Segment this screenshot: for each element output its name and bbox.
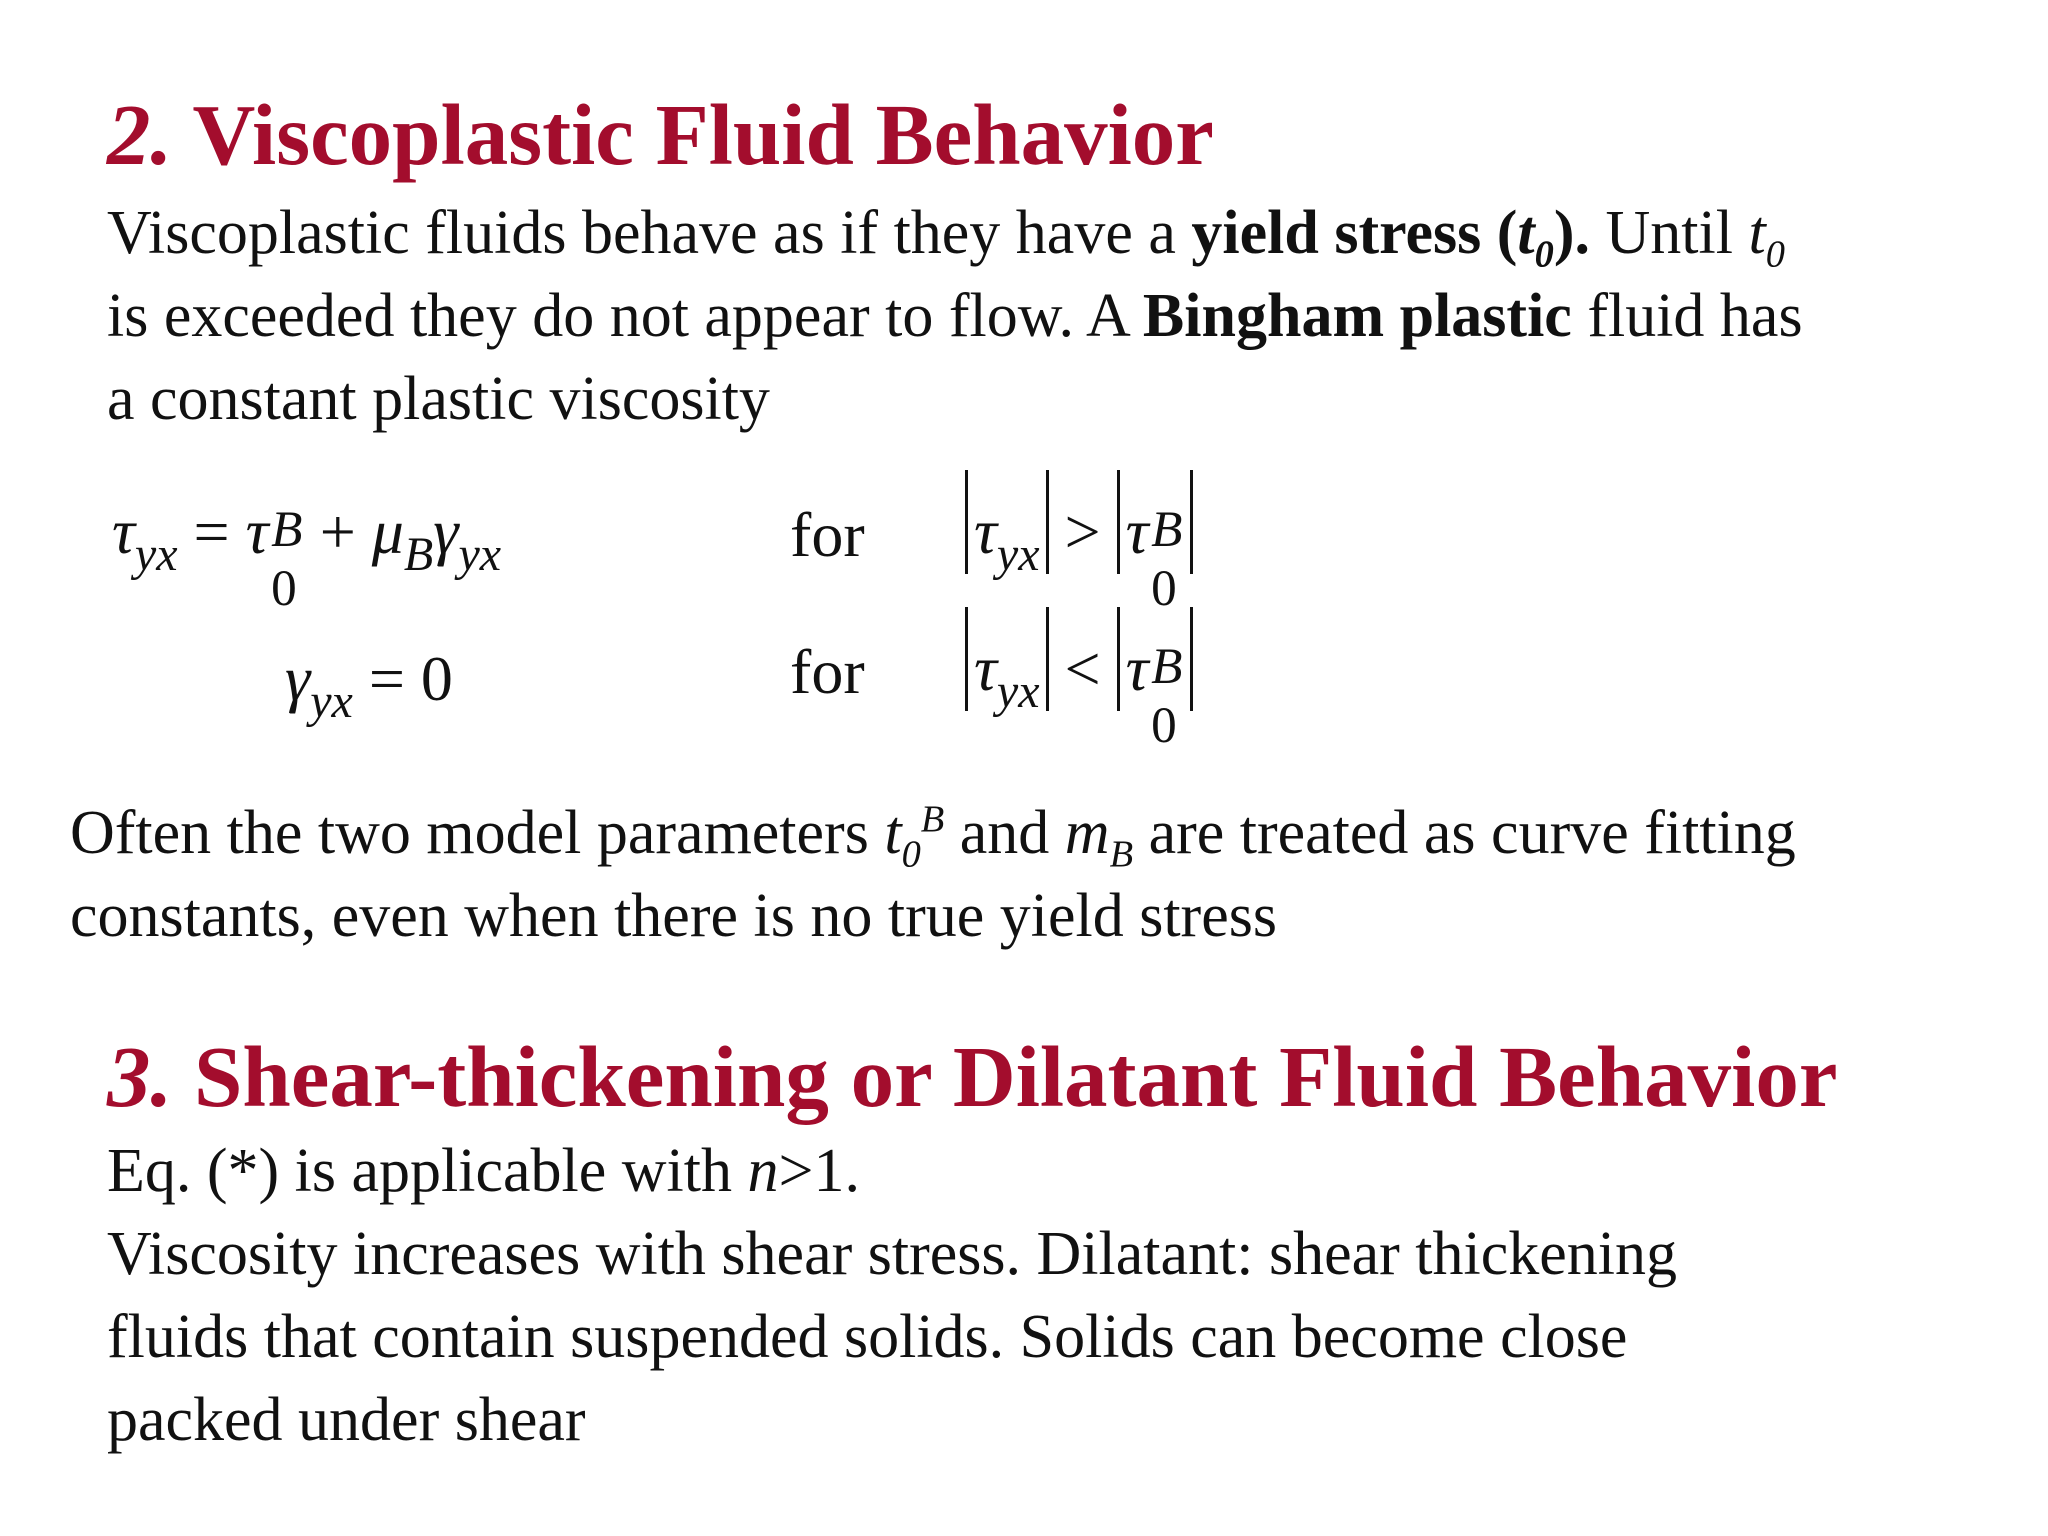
section-3-heading — [107, 1027, 1837, 1127]
text-run: Until — [1590, 199, 1749, 267]
tau-symbol: τ — [112, 496, 135, 567]
subscript-yx: yx — [134, 527, 178, 581]
abs-value — [1117, 607, 1193, 755]
condition-2 — [965, 607, 1193, 755]
note-line-2: constants, even when there is no true yield stress — [70, 882, 1277, 950]
abs-value — [965, 470, 1049, 581]
superscript-B: B — [1151, 501, 1183, 559]
subscript-0: 0 — [1151, 697, 1177, 755]
tau-symbol: τ — [974, 496, 997, 567]
subscript-0: 0 — [1765, 233, 1785, 276]
for-label: for — [790, 636, 865, 707]
section-3-line-1 — [107, 1130, 1677, 1213]
gamma-symbol: γ — [433, 496, 459, 567]
subscript-yx: yx — [310, 674, 353, 728]
less-than-sign: < — [1048, 633, 1117, 704]
tau-symbol: τ — [974, 633, 997, 704]
superscript-B: B — [1151, 638, 1183, 696]
section-3-line-4: packed under shear — [107, 1386, 586, 1454]
symbol-t: t — [1748, 199, 1766, 267]
equals-sign: = — [177, 496, 246, 567]
superscript-B: B — [920, 798, 945, 841]
tau-symbol: τ — [1125, 633, 1149, 704]
model-parameters-note — [70, 792, 1796, 958]
superscript-B: B — [271, 501, 303, 559]
subscript-0: 0 — [901, 833, 921, 876]
paragraph-line-3: a constant plastic viscosity — [107, 365, 770, 433]
subscript-0: 0 — [1151, 560, 1177, 618]
text-run: Eq. (*) is applicable with — [107, 1137, 748, 1205]
text-run: Viscoplastic fluids behave as if they have a — [107, 199, 1192, 267]
symbol-n: n — [747, 1137, 779, 1205]
subscript-yx: yx — [996, 664, 1040, 718]
tau-symbol: τ — [1125, 496, 1149, 567]
paragraph-line-1 — [107, 192, 1803, 275]
symbol-t: t — [884, 799, 902, 867]
text-run: yield stress ( — [1191, 199, 1518, 267]
text-run: >1. — [778, 1137, 860, 1205]
text-run: and — [944, 799, 1065, 867]
subscript-yx: yx — [458, 527, 502, 581]
text-run: ). — [1553, 199, 1591, 267]
symbol-m: m — [1064, 799, 1110, 867]
condition-1 — [965, 470, 1193, 618]
section-3-line-3: fluids that contain suspended solids. Solids can become close — [107, 1303, 1628, 1371]
text-run: fluid has — [1571, 282, 1803, 350]
gamma-zero-equation — [285, 643, 453, 728]
abs-value — [1117, 470, 1193, 618]
plus-sign: + — [303, 496, 372, 567]
subscript-B: B — [403, 527, 434, 581]
bingham-plastic-term: Bingham plastic — [1142, 282, 1572, 350]
section-3-line-2: Viscosity increases with shear stress. Dilatant: shear thickening — [107, 1220, 1677, 1288]
greater-than-sign: > — [1048, 496, 1117, 567]
gamma-symbol: γ — [285, 643, 311, 714]
section-3-paragraph — [107, 1130, 1677, 1462]
equals-zero: = 0 — [352, 643, 453, 714]
yield-stress-term — [1191, 199, 1591, 276]
bingham-equation — [112, 496, 502, 618]
subscript-B: B — [1109, 833, 1134, 876]
text-run: is exceeded they do not appear to flow. A — [107, 282, 1143, 350]
section-2-title: Viscoplastic Fluid Behavior — [192, 86, 1214, 183]
section-2-heading — [107, 85, 1214, 185]
section-3-title: Shear-thickening or Dilatant Fluid Behavior — [194, 1028, 1838, 1125]
section-3-number: 3. — [107, 1028, 173, 1125]
subscript-yx: yx — [996, 527, 1040, 581]
paragraph-line-2 — [107, 275, 1803, 358]
abs-value — [965, 607, 1049, 718]
subscript-0: 0 — [1534, 233, 1554, 276]
mu-symbol: μ — [371, 496, 404, 567]
note-line-1 — [70, 792, 1796, 875]
text-run: are treated as curve fitting — [1133, 799, 1796, 867]
section-2-paragraph — [107, 192, 1803, 441]
section-2-number: 2. — [107, 86, 173, 183]
text-run: Often the two model parameters — [70, 799, 885, 867]
tau-symbol: τ — [245, 496, 269, 567]
for-label: for — [790, 499, 865, 570]
symbol-t: t — [1517, 199, 1535, 267]
subscript-0: 0 — [271, 560, 297, 618]
